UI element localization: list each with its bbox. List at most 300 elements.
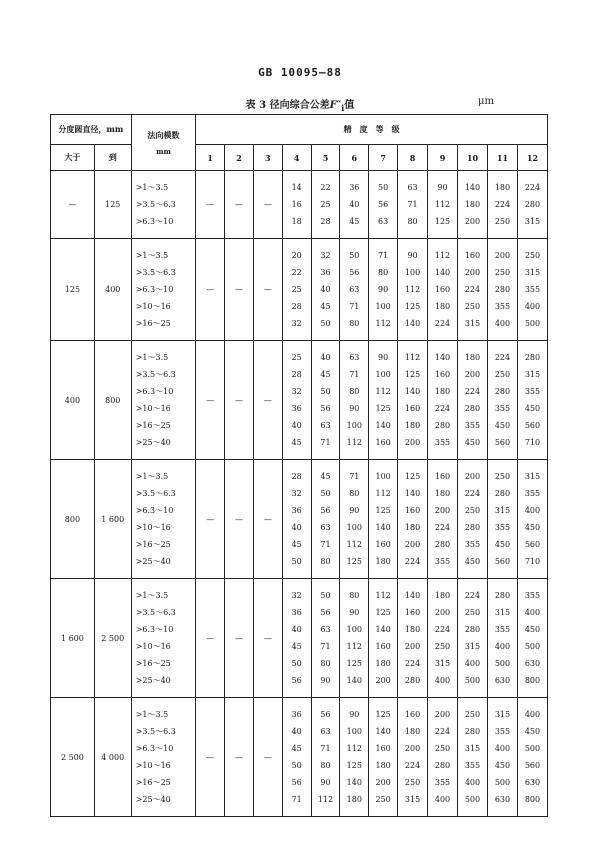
grade-11-cell-value: 560 — [494, 557, 511, 566]
grade-10-cell-value: 355 — [464, 761, 481, 770]
grade-1-dash: — — [196, 698, 225, 817]
grade-6-cell-value: 112 — [346, 744, 362, 753]
grade-9-cell-value: 355 — [434, 778, 451, 787]
module-range-value: >1～3.5 — [135, 183, 169, 192]
grade-4-cell — [282, 171, 311, 239]
grade-1-dash: — — [196, 579, 225, 698]
grade-12-cell-value: 355 — [524, 285, 541, 294]
grade-7-cell — [369, 698, 398, 817]
grade-8-cell-value: 100 — [404, 268, 421, 277]
grade-11-cell-value: 500 — [494, 778, 511, 787]
grade-5-cell-value: 80 — [320, 761, 331, 770]
grade-7-cell-value: 80 — [378, 268, 389, 277]
grade-5-cell-value: 50 — [320, 387, 331, 396]
grade-7-cell-value: 125 — [375, 710, 391, 719]
grade-11-cell-value: 355 — [494, 727, 511, 736]
grade-5-cell-value: 71 — [320, 438, 331, 447]
grade-10-cell-value: 200 — [464, 268, 481, 277]
table-row — [51, 460, 548, 579]
module-range — [131, 239, 196, 341]
grade-12-cell-value: 630 — [524, 778, 541, 787]
grade-7-cell-value: 180 — [375, 761, 391, 770]
grade-6-cell-value: 80 — [349, 319, 360, 328]
caption-suffix: 值 — [344, 100, 355, 111]
grade-6-cell-value: 125 — [346, 761, 362, 770]
caption-symbol: F″ — [329, 100, 342, 111]
module-header-label: 法向模数 — [147, 129, 180, 140]
grade-8-cell-value: 112 — [404, 285, 421, 294]
grade-12-cell-value: 315 — [524, 217, 541, 226]
grade-7-cell — [369, 460, 398, 579]
grade-6-cell-value: 90 — [349, 506, 360, 515]
grade-12-cell — [517, 579, 547, 698]
grade-3-dash: — — [253, 579, 282, 698]
grade-10-cell-value: 355 — [464, 421, 481, 430]
grade-6-cell-value: 45 — [349, 217, 360, 226]
grade-7-cell-value: 50 — [378, 183, 389, 192]
grade-4-cell-value: 40 — [291, 727, 302, 736]
grade-6-cell-value: 140 — [346, 676, 362, 685]
grade-11-cell-value: 280 — [494, 591, 511, 600]
grade-4-cell — [282, 239, 311, 341]
module-range-value: >3.5～6.3 — [135, 489, 176, 498]
grade-11-cell-value: 280 — [494, 285, 511, 294]
grade-5-cell-value: 36 — [320, 268, 331, 277]
grade-7-cell-value: 250 — [375, 795, 391, 804]
grade-6-cell-value: 100 — [346, 421, 362, 430]
grade-10-cell — [458, 341, 488, 460]
grade-7-cell-value: 140 — [375, 727, 391, 736]
grade-10-cell-value: 250 — [464, 710, 481, 719]
grade-11-cell-value: 315 — [494, 608, 511, 617]
grade-9-cell-value: 112 — [434, 200, 451, 209]
module-range-value: >25～40 — [135, 557, 171, 566]
grade-8-cell — [398, 460, 428, 579]
module-range-value: >1～3.5 — [135, 591, 169, 600]
grade-8-cell-value: 180 — [404, 523, 421, 532]
grade-6-header: 6 — [340, 145, 369, 171]
grade-3-header: 3 — [253, 145, 282, 171]
module-range-value: >16～25 — [135, 421, 171, 430]
grade-12-cell-value: 710 — [524, 557, 541, 566]
grade-2-dash: — — [225, 341, 254, 460]
grade-11-cell — [487, 698, 517, 817]
grade-11-cell — [487, 341, 517, 460]
grade-6-cell-value: 71 — [349, 472, 360, 481]
grade-10-cell-value: 224 — [464, 285, 481, 294]
grade-5-cell-value: 50 — [320, 591, 331, 600]
grade-10-cell-value: 500 — [464, 795, 481, 804]
module-range-value: >16～25 — [135, 319, 171, 328]
grade-2-dash: — — [225, 698, 254, 817]
grade-4-cell-value: 40 — [291, 625, 302, 634]
grade-5-cell — [311, 579, 340, 698]
diameter-from: 2 500 — [51, 698, 95, 817]
module-range-value: >3.5～6.3 — [135, 608, 176, 617]
grade-9-cell-value: 280 — [434, 421, 451, 430]
grade-10-cell-value: 450 — [464, 438, 481, 447]
grade-12-cell-value: 355 — [524, 591, 541, 600]
grade-10-cell-value: 180 — [464, 353, 481, 362]
grade-6-cell — [340, 698, 369, 817]
grade-5-cell-value: 71 — [320, 642, 331, 651]
module-range-value: >16～25 — [135, 778, 171, 787]
grade-9-header: 9 — [428, 145, 458, 171]
module-range-value: >3.5～6.3 — [135, 727, 176, 736]
grade-7-cell-value: 140 — [375, 523, 391, 532]
grade-5-cell-value: 22 — [320, 183, 331, 192]
grade-11-cell-value: 250 — [494, 217, 511, 226]
to-header: 到 — [94, 145, 131, 171]
module-range-value: >6.3～10 — [135, 744, 174, 753]
grade-12-cell-value: 315 — [524, 370, 541, 379]
grade-6-cell-value: 90 — [349, 404, 360, 413]
grade-7-cell-value: 160 — [375, 540, 391, 549]
grade-11-cell-value: 450 — [494, 540, 511, 549]
grade-9-cell-value: 400 — [434, 795, 451, 804]
grade-8-cell — [398, 171, 428, 239]
grade-5-cell-value: 50 — [320, 319, 331, 328]
grade-12-cell-value: 500 — [524, 744, 541, 753]
grade-5-cell-value: 56 — [320, 404, 331, 413]
grade-12-cell — [517, 698, 547, 817]
table-row — [51, 341, 548, 460]
grade-11-cell — [487, 460, 517, 579]
grade-10-cell-value: 355 — [464, 540, 481, 549]
grade-6-cell-value: 112 — [346, 540, 362, 549]
grade-11-cell-value: 280 — [494, 387, 511, 396]
standard-number: GB 10095—88 — [258, 66, 342, 79]
grade-10-cell-value: 315 — [464, 319, 481, 328]
grade-8-cell-value: 160 — [404, 710, 421, 719]
grade-6-cell-value: 50 — [349, 251, 360, 260]
grade-5-cell-value: 32 — [320, 251, 331, 260]
grade-4-cell-value: 56 — [291, 778, 302, 787]
grade-10-cell-value: 315 — [464, 744, 481, 753]
grade-7-cell-value: 112 — [375, 387, 391, 396]
grade-5-cell-value: 63 — [320, 727, 331, 736]
grade-6-cell-value: 40 — [349, 200, 360, 209]
grade-4-cell-value: 20 — [291, 251, 302, 260]
module-range-value: >10～16 — [135, 642, 171, 651]
grade-11-cell-value: 630 — [494, 676, 511, 685]
grade-9-cell-value: 224 — [434, 727, 451, 736]
grade-6-cell — [340, 460, 369, 579]
grade-8-cell-value: 160 — [404, 608, 421, 617]
grade-8-cell-value: 125 — [404, 370, 421, 379]
grade-8-cell-value: 200 — [404, 642, 421, 651]
grade-11-cell — [487, 579, 517, 698]
grade-12-cell-value: 710 — [524, 438, 541, 447]
grade-8-cell-value: 125 — [404, 302, 421, 311]
grade-12-cell-value: 450 — [524, 727, 541, 736]
grade-2-dash: — — [225, 171, 254, 239]
module-range-value: >3.5～6.3 — [135, 370, 176, 379]
grade-10-cell — [458, 579, 488, 698]
grade-10-cell — [458, 239, 488, 341]
grade-7-cell-value: 125 — [375, 506, 391, 515]
grade-7-cell-value: 90 — [378, 353, 389, 362]
grade-7-cell — [369, 171, 398, 239]
grade-10-cell — [458, 171, 488, 239]
grade-4-cell-value: 45 — [291, 744, 302, 753]
grade-4-cell-value: 36 — [291, 608, 302, 617]
grade-7-cell-value: 100 — [375, 370, 391, 379]
grade-5-cell — [311, 341, 340, 460]
grade-7-cell-value: 180 — [375, 659, 391, 668]
from-header: 大于 — [51, 145, 95, 171]
grade-4-cell-value: 36 — [291, 710, 302, 719]
grade-6-cell — [340, 579, 369, 698]
grade-4-cell-value: 45 — [291, 438, 302, 447]
grade-11-cell-value: 400 — [494, 642, 511, 651]
grade-1-dash: — — [196, 460, 225, 579]
grade-5-cell-value: 45 — [320, 370, 331, 379]
grade-12-cell — [517, 460, 547, 579]
diameter-from: — — [51, 171, 95, 239]
grade-7-cell — [369, 341, 398, 460]
module-range-value: >1～3.5 — [135, 710, 169, 719]
grade-10-header: 10 — [458, 145, 488, 171]
grade-8-cell-value: 280 — [404, 676, 421, 685]
grade-5-cell-value: 63 — [320, 625, 331, 634]
grade-9-cell-value: 180 — [434, 387, 451, 396]
grade-8-cell-value: 112 — [404, 353, 421, 362]
grade-12-cell-value: 500 — [524, 319, 541, 328]
grade-8-cell-value: 315 — [404, 795, 421, 804]
grade-12-cell-value: 280 — [524, 353, 541, 362]
module-range-value: >1～3.5 — [135, 353, 169, 362]
grade-8-cell-value: 224 — [404, 761, 421, 770]
grade-11-cell-value: 355 — [494, 523, 511, 532]
grade-4-cell-value: 45 — [291, 642, 302, 651]
module-range-value: >6.3～10 — [135, 217, 174, 226]
grade-11-cell-value: 355 — [494, 625, 511, 634]
grade-8-cell-value: 200 — [404, 438, 421, 447]
grade-4-cell-value: 50 — [291, 761, 302, 770]
grade-11-cell-value: 450 — [494, 761, 511, 770]
grade-12-cell-value: 250 — [524, 251, 541, 260]
module-range — [131, 579, 196, 698]
grade-11-cell-value: 250 — [494, 370, 511, 379]
grade-4-cell-value: 40 — [291, 421, 302, 430]
grade-10-cell-value: 224 — [464, 489, 481, 498]
grade-4-cell-value: 50 — [291, 659, 302, 668]
grade-10-cell-value: 450 — [464, 557, 481, 566]
grade-7-cell-value: 112 — [375, 591, 391, 600]
grade-9-cell-value: 140 — [434, 268, 451, 277]
tolerance-table — [50, 114, 548, 817]
module-range-value: >10～16 — [135, 523, 171, 532]
grade-12-cell-value: 280 — [524, 200, 541, 209]
grade-4-cell-value: 28 — [291, 472, 302, 481]
grade-4-cell-value: 25 — [291, 353, 302, 362]
grade-11-cell-value: 315 — [494, 710, 511, 719]
caption-prefix: 表 3 径向综合公差 — [245, 100, 330, 111]
grade-9-cell-value: 90 — [437, 183, 448, 192]
grade-12-cell-value: 630 — [524, 659, 541, 668]
grade-11-cell-value: 355 — [494, 404, 511, 413]
grade-12-cell-value: 500 — [524, 642, 541, 651]
grade-6-cell-value: 71 — [349, 302, 360, 311]
grade-7-cell-value: 200 — [375, 676, 391, 685]
grade-9-cell — [428, 341, 458, 460]
grade-1-dash: — — [196, 171, 225, 239]
grade-4-cell-value: 22 — [291, 268, 302, 277]
grade-6-cell-value: 100 — [346, 523, 362, 532]
grade-11-cell-value: 560 — [494, 438, 511, 447]
grade-4-cell — [282, 698, 311, 817]
grade-4-header: 4 — [282, 145, 311, 171]
grade-9-cell-value: 224 — [434, 319, 451, 328]
grade-5-cell-value: 63 — [320, 421, 331, 430]
grade-10-cell-value: 400 — [464, 659, 481, 668]
grade-8-cell-value: 80 — [407, 217, 418, 226]
grade-7-cell-value: 112 — [375, 319, 391, 328]
grade-8-cell-value: 200 — [404, 540, 421, 549]
grade-5-cell-value: 71 — [320, 744, 331, 753]
grade-4-cell-value: 28 — [291, 302, 302, 311]
grade-4-cell-value: 32 — [291, 489, 302, 498]
grade-4-cell-value: 28 — [291, 370, 302, 379]
diameter-to: 800 — [94, 341, 131, 460]
grade-4-cell-value: 50 — [291, 557, 302, 566]
grade-4-cell-value: 32 — [291, 387, 302, 396]
grade-10-cell-value: 224 — [464, 591, 481, 600]
grade-11-cell-value: 180 — [494, 183, 511, 192]
grade-6-cell-value: 80 — [349, 489, 360, 498]
grade-10-cell-value: 315 — [464, 642, 481, 651]
grade-6-cell-value: 100 — [346, 625, 362, 634]
grade-9-cell — [428, 239, 458, 341]
grade-8-cell-value: 224 — [404, 557, 421, 566]
grade-11-cell-value: 315 — [494, 506, 511, 515]
grade-11-cell-value: 500 — [494, 659, 511, 668]
diameter-to: 2 500 — [94, 579, 131, 698]
grade-9-cell-value: 180 — [434, 489, 451, 498]
grade-7-cell-value: 100 — [375, 472, 391, 481]
grade-8-cell — [398, 239, 428, 341]
grade-9-cell-value: 125 — [434, 217, 451, 226]
module-range-value: >25～40 — [135, 676, 171, 685]
grade-9-cell-value: 355 — [434, 557, 451, 566]
grade-9-cell-value: 160 — [434, 472, 451, 481]
grade-12-cell — [517, 171, 547, 239]
module-range-value: >1～3.5 — [135, 472, 169, 481]
grade-6-cell-value: 100 — [346, 727, 362, 736]
grade-8-cell-value: 160 — [404, 506, 421, 515]
grade-7-cell-value: 56 — [378, 200, 389, 209]
module-range-value: >6.3～10 — [135, 625, 174, 634]
grade-4-cell-value: 14 — [291, 183, 302, 192]
grade-5-cell-value: 56 — [320, 608, 331, 617]
module-range — [131, 341, 196, 460]
grade-9-cell-value: 160 — [434, 285, 451, 294]
grade-7-cell-value: 180 — [375, 557, 391, 566]
module-range — [131, 460, 196, 579]
grade-12-cell-value: 400 — [524, 506, 541, 515]
grade-12-cell-value: 355 — [524, 387, 541, 396]
grade-4-cell-value: 45 — [291, 540, 302, 549]
module-range-value: >6.3～10 — [135, 506, 174, 515]
module-range-value: >25～40 — [135, 438, 171, 447]
grade-7-cell — [369, 239, 398, 341]
grade-5-cell — [311, 698, 340, 817]
grade-11-header: 11 — [487, 145, 517, 171]
grade-8-cell — [398, 341, 428, 460]
grade-9-cell-value: 224 — [434, 404, 451, 413]
grade-6-cell-value: 80 — [349, 387, 360, 396]
module-range-value: >10～16 — [135, 302, 171, 311]
grade-5-cell-value: 25 — [320, 200, 331, 209]
grade-9-cell-value: 200 — [434, 506, 451, 515]
grade-12-cell-value: 315 — [524, 268, 541, 277]
grade-10-cell-value: 280 — [464, 404, 481, 413]
grade-5-cell-value: 56 — [320, 710, 331, 719]
grade-8-cell-value: 180 — [404, 625, 421, 634]
grade-8-cell-value: 250 — [404, 778, 421, 787]
grade-12-cell-value: 224 — [524, 183, 541, 192]
module-range-value: >6.3～10 — [135, 285, 174, 294]
grade-4-cell-value: 32 — [291, 319, 302, 328]
grade-10-cell-value: 180 — [464, 200, 481, 209]
grade-9-cell-value: 200 — [434, 710, 451, 719]
grade-3-dash: — — [253, 460, 282, 579]
grade-9-cell-value: 224 — [434, 625, 451, 634]
table-row — [51, 579, 548, 698]
grade-8-cell-value: 160 — [404, 404, 421, 413]
table-row — [51, 239, 548, 341]
module-range-value: >3.5～6.3 — [135, 200, 176, 209]
grade-4-cell-value: 18 — [291, 217, 302, 226]
grade-5-cell-value: 71 — [320, 540, 331, 549]
grade-7-cell-value: 140 — [375, 421, 391, 430]
grade-5-cell-value: 45 — [320, 302, 331, 311]
grade-12-cell-value: 450 — [524, 404, 541, 413]
grade-8-cell-value: 180 — [404, 727, 421, 736]
diameter-to: 4 000 — [94, 698, 131, 817]
grade-6-cell-value: 140 — [346, 778, 362, 787]
grade-12-cell-value: 400 — [524, 710, 541, 719]
grade-10-cell-value: 200 — [464, 370, 481, 379]
grade-4-cell-value: 36 — [291, 506, 302, 515]
grade-12-cell — [517, 239, 547, 341]
grade-11-cell-value: 400 — [494, 744, 511, 753]
grade-7-cell-value: 90 — [378, 285, 389, 294]
grade-12-cell-value: 800 — [524, 795, 541, 804]
module-range-value: >16～25 — [135, 659, 171, 668]
grade-7-cell-value: 71 — [378, 251, 389, 260]
grade-10-cell-value: 500 — [464, 676, 481, 685]
grade-7-cell-value: 140 — [375, 625, 391, 634]
grade-1-dash: — — [196, 239, 225, 341]
grade-5-cell-value: 28 — [320, 217, 331, 226]
grade-6-cell-value: 125 — [346, 659, 362, 668]
grade-7-cell-value: 160 — [375, 642, 391, 651]
grade-7-cell-value: 100 — [375, 302, 391, 311]
grade-9-cell-value: 280 — [434, 761, 451, 770]
module-range — [131, 698, 196, 817]
grade-12-cell-value: 800 — [524, 676, 541, 685]
grade-12-cell-value: 560 — [524, 761, 541, 770]
grade-6-cell-value: 80 — [349, 591, 360, 600]
grade-10-cell-value: 250 — [464, 302, 481, 311]
grade-9-cell-value: 140 — [434, 353, 451, 362]
grade-12-cell-value: 355 — [524, 489, 541, 498]
grade-9-cell-value: 250 — [434, 642, 451, 651]
grade-8-cell-value: 71 — [407, 200, 418, 209]
grade-8-cell-value: 180 — [404, 421, 421, 430]
